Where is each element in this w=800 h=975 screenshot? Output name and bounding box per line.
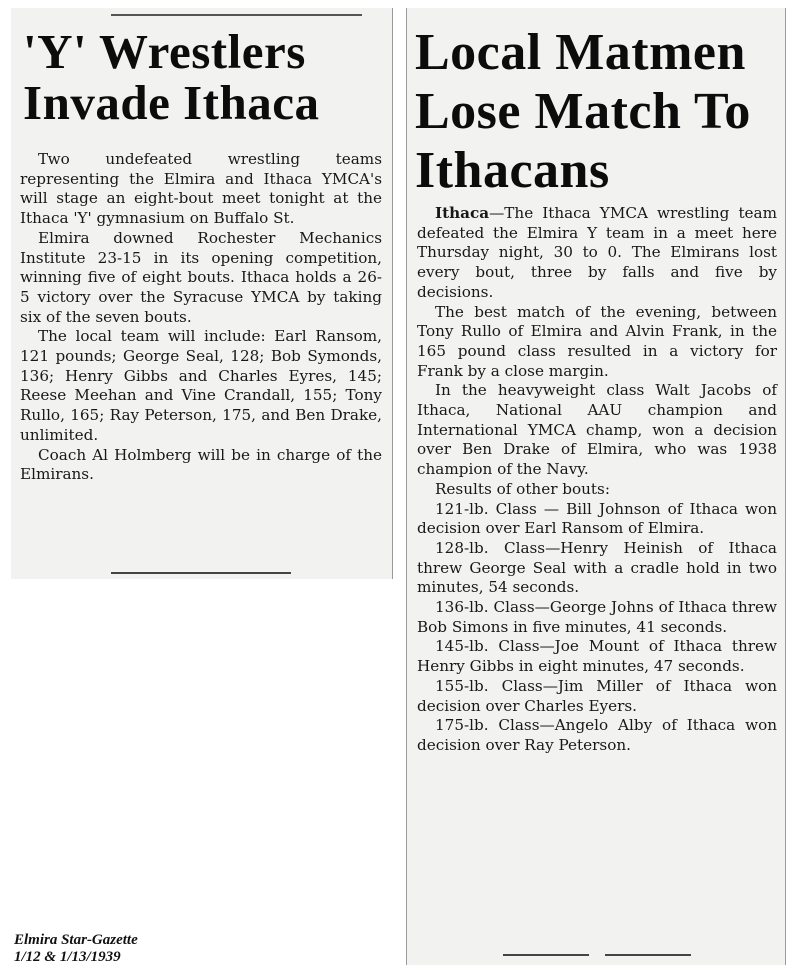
left-article-clipping [11, 8, 393, 579]
left-paragraph-3: The local team will include: Earl Ransom, 121 pounds; George Seal, 128; Bob Symonds, 136; Henry Gibbs and Charles Eyres, 145; Reese Meehan and Vine Crandall, 155; Tony Rullo, 165; Ray Peterson, 175, and Ben Drake, unlimited. [20, 327, 382, 444]
right-paragraph-3: Results of other bouts: [435, 479, 610, 498]
left-top-rule [111, 14, 362, 16]
right-lead-paragraph [417, 204, 777, 303]
result-136-lb: 136-lb. Class—George Johns of Ithaca threw Bob Simons in five minutes, 41 seconds. [417, 598, 777, 636]
result-175-lb: 175-lb. Class—Angelo Alby of Ithaca won decision over Ray Peterson. [417, 716, 777, 754]
result-128-lb: 128-lb. Class—Henry Heinish of Ithaca threw George Seal with a cradle hold in two minutes, 54 seconds. [417, 538, 777, 597]
right-end-rule-right [605, 954, 691, 956]
result-145-lb: 145-lb. Class—Joe Mount of Ithaca threw Henry Gibbs in eight minutes, 47 seconds. [417, 637, 777, 676]
left-end-rule [111, 572, 291, 574]
left-headline: 'Y' Wrestlers Invade Ithaca [23, 24, 320, 130]
left-paragraph-1: Two undefeated wrestling teams representing the Elmira and Ithaca YMCA's will stage an eight-bout meet tonight at the Ithaca 'Y' gymnasium on Buffalo St. [20, 150, 382, 228]
result-121-lb: 121-lb. Class — Bill Johnson of Ithaca won decision over Earl Ransom of Elmira. [417, 499, 777, 538]
right-end-rule-left [503, 954, 589, 956]
dateline: Ithaca [435, 204, 490, 222]
publication-dates: 1/12 & 1/13/1939 [14, 949, 121, 965]
left-article-body [20, 150, 382, 485]
left-paragraph-2: Elmira downed Rochester Mechanics Institute 23-15 in its opening competition, winning five of eight bouts. Ithaca holds a 26-5 victory over the Syracuse YMCA by taking six of the seven bouts. [20, 228, 382, 326]
right-paragraph-2: In the heavyweight class Walt Jacobs of Ithaca, National AAU champion and International YMCA champ, won a decision over Ben Drake of Elmira, who was 1938 champion of the Navy. [417, 381, 777, 479]
publication-name: Elmira Star-Gazette [14, 932, 138, 948]
right-headline: Local Matmen Lose Match To Ithacans [415, 24, 751, 199]
result-155-lb: 155-lb. Class—Jim Miller of Ithaca won decision over Charles Eyers. [417, 676, 777, 715]
lead-text: —The Ithaca YMCA wrestling team defeated the Elmira Y team in a meet here Thursday night, 30 to 0. The Elmirans lost every bout, three by falls and five by decisions. [417, 204, 777, 301]
right-article-clipping [406, 8, 786, 965]
right-article-body [417, 204, 777, 756]
left-paragraph-4: Coach Al Holmberg will be in charge of the Elmirans. [20, 445, 382, 484]
right-paragraph-1: The best match of the evening, between Tony Rullo of Elmira and Alvin Frank, in the 165 pound class resulted in a victory for Frank by a close margin. [417, 302, 777, 380]
source-credit [14, 932, 138, 966]
